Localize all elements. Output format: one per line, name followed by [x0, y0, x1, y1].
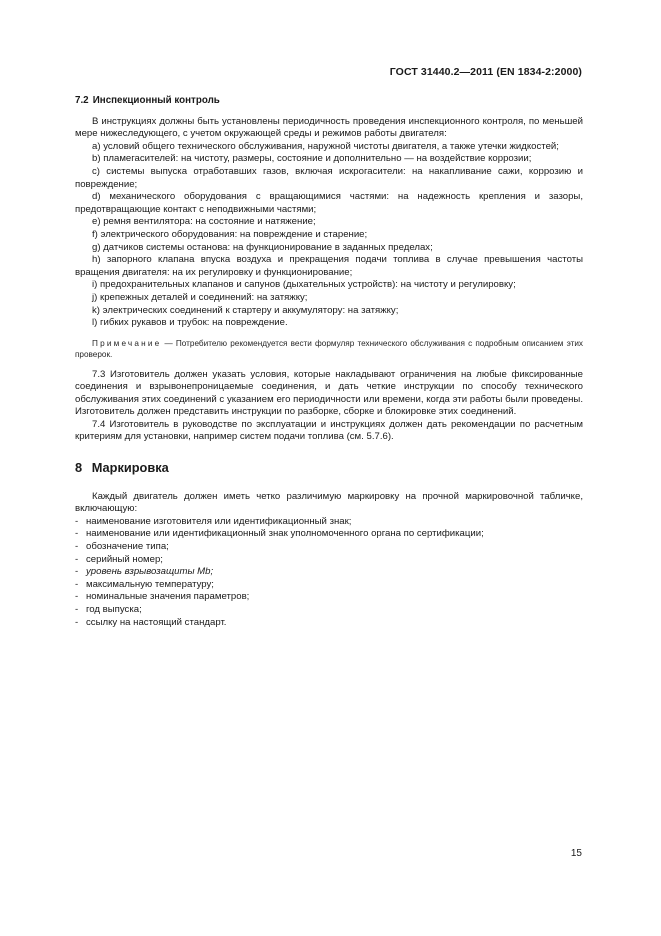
section-7-2-intro: В инструкциях должны быть установлены периодичность проведения инспекционного контроля, по меньшей мере нижеследующего, с учетом окружающей среды и режимов работы двигателя: [75, 115, 583, 140]
section-title: Маркировка [91, 460, 169, 476]
list-item: g) датчиков системы останова: на функционирование в заданных пределах; [92, 241, 433, 253]
dash-marker: - [75, 566, 79, 578]
dash-marker: - [75, 553, 79, 565]
list-item: i) предохранительных клапанов и сапунов (дыхательных устройств): на чистоту и регулировку; [92, 279, 516, 291]
page-number: 15 [570, 848, 582, 859]
list-item: d) механического оборудования с вращающимися частями: на надежность крепления и зазоры, предотвращающие контакт с неподвижными частями; [75, 191, 583, 215]
list-item [75, 541, 583, 554]
document-header: ГОСТ 31440.2—2011 (EN 1834-2:2000) [389, 66, 582, 78]
list-item [75, 516, 583, 529]
section-7-2-heading [75, 95, 583, 108]
note-text: — Потребителю рекомендуется вести формуляр технического обслуживания с подробным описанием этих проверок. [75, 338, 583, 360]
list-item: k) электрических соединений к стартеру и аккумулятору: на затяжку; [92, 304, 399, 316]
list-item-text: год выпуска; [86, 604, 142, 615]
note-label: Примечание [92, 338, 162, 348]
list-item-text: ссылку на настоящий стандарт. [86, 616, 227, 628]
section-number: 8 [75, 460, 83, 476]
list-item-text: обозначение типа; [86, 541, 169, 553]
list-item-text: номинальные значения параметров; [86, 591, 250, 603]
dash-marker: - [75, 604, 79, 615]
list-item: f) электрического оборудования: на повреждение и старение; [92, 228, 368, 240]
list-item: а) условий общего технического обслуживания, наружной чистоты двигателя, а также утечки жидкостей; [92, 140, 559, 152]
list-item-text: уровень взрывозащиты Mb; [86, 566, 214, 578]
list-item: h) запорного клапана впуска воздуха и прекращения подачи топлива в случае превышения частоты вращения двигателя: на их регулировку и функционирование; [75, 254, 583, 278]
list-item [75, 617, 583, 630]
dash-marker: - [75, 578, 79, 590]
list-item-text: серийный номер; [86, 553, 163, 565]
dash-marker: - [75, 591, 79, 603]
list-item [75, 604, 583, 617]
section-number: 7.2 [75, 95, 89, 106]
list-item [75, 591, 583, 604]
section-8-intro: Каждый двигатель должен иметь четко различимую маркировку на прочной маркировочной табличке, включающую: [75, 490, 583, 515]
dash-marker: - [75, 616, 79, 628]
list-item: c) системы выпуска отработавших газов, включая искрогасители: на накапливание сажи, коррозию и повреждение; [75, 165, 583, 190]
list-item [75, 554, 583, 567]
list-item-text: наименование или идентификационный знак уполномоченного органа по сертификации; [86, 528, 484, 540]
list-item: e) ремня вентилятора: на состояние и натяжение; [92, 216, 316, 228]
paragraph-7-3: 7.3 Изготовитель должен указать условия, которые накладывают ограничения на любые фиксированные соединения и взрывонепроницаемые соединения, и дать четкие инструкции по способу технического обслуживания этих соединений с указанием его периодичности или времени, когда эти работы были проведены. Изготовитель должен представить инструкции по разборке, сборке и блокировке этих соединений. [75, 368, 583, 418]
list-item: l) гибких рукавов и трубок: на повреждение. [92, 317, 288, 329]
marking-list [75, 516, 583, 629]
section-8-heading [75, 462, 583, 475]
dash-marker: - [75, 528, 79, 540]
section-title: Инспекционный контроль [92, 95, 220, 106]
paragraph-7-4: 7.4 Изготовитель в руководстве по эксплуатации и инструкциях должен дать рекомендации по расчетным критериям для установки, например систем подачи топлива (см. 5.7.6). [75, 418, 583, 443]
list-item [75, 579, 583, 592]
list-item [75, 566, 583, 579]
dash-marker: - [75, 541, 79, 553]
list-item [75, 528, 583, 541]
list-item-text: максимальную температуру; [86, 578, 214, 590]
list-item: j) крепежных деталей и соединений: на затяжку; [92, 291, 308, 303]
note [75, 338, 583, 361]
page-content [75, 95, 583, 629]
list-item-text: наименование изготовителя или идентификационный знак; [86, 515, 352, 527]
dash-marker: - [75, 515, 79, 527]
list-item: b) пламегасителей: на чистоту, размеры, состояние и дополнительно — на воздействие коррозии; [92, 153, 532, 165]
